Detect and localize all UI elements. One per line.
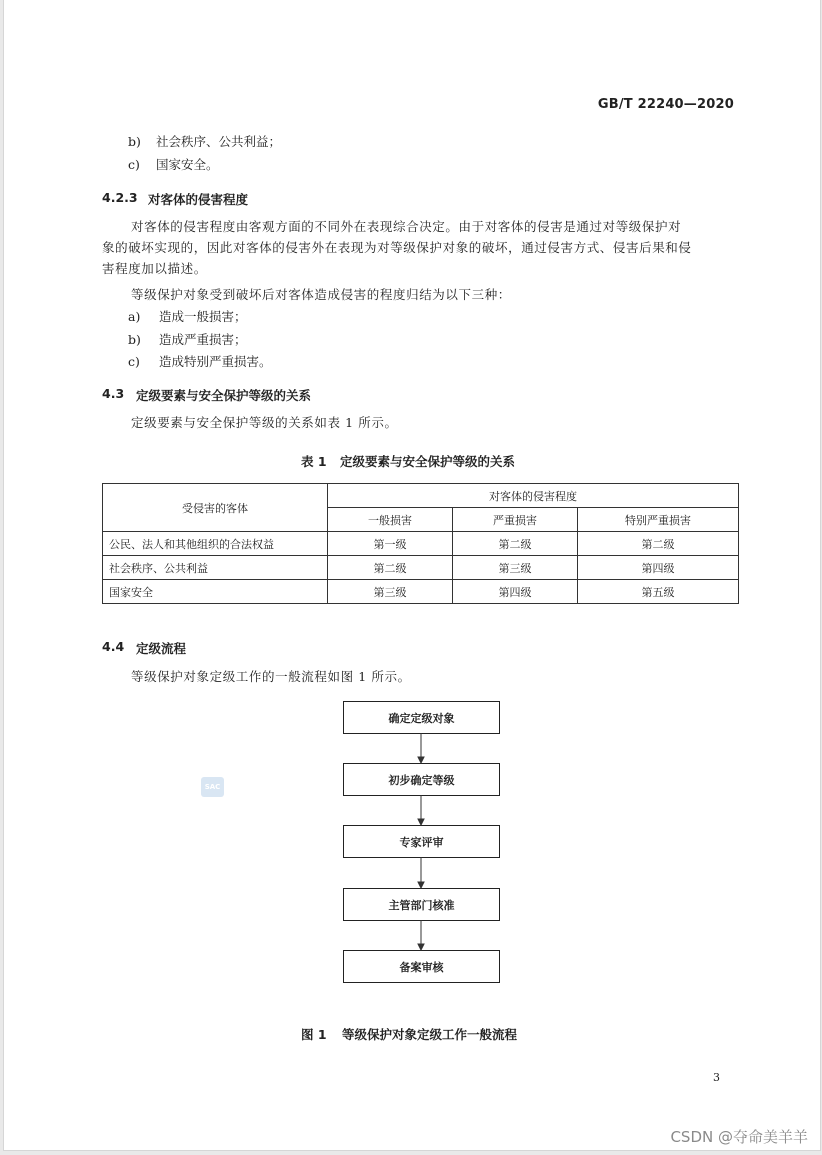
list-text-b: 社会秩序、公共利益；	[156, 134, 282, 149]
grade-cell: 第四级	[578, 556, 739, 580]
list-text-c: 国家安全。	[156, 157, 219, 172]
list-text: 造成一般损害；	[159, 309, 247, 324]
list-text: 造成特别严重损害。	[159, 354, 272, 369]
row-object: 社会秩序、公共利益	[103, 556, 328, 580]
header-degree: 对客体的侵害程度	[328, 484, 739, 508]
list-mark-a: a)	[128, 309, 141, 324]
table-row	[103, 556, 739, 580]
table-caption-title: 定级要素与安全保护等级的关系	[340, 454, 516, 469]
paragraph: 定级要素与安全保护等级的关系如表 1 所示。	[131, 415, 398, 430]
section-4-3-title: 定级要素与安全保护等级的关系	[136, 388, 312, 403]
header-serious: 严重损害	[453, 508, 578, 532]
header-especially-serious: 特别严重损害	[578, 508, 739, 532]
table-caption-number: 表 1	[301, 454, 327, 469]
grade-cell: 第二级	[328, 556, 453, 580]
flow-arrow-head	[418, 944, 424, 950]
section-4-4-title: 定级流程	[136, 641, 187, 656]
flow-arrow-head	[418, 819, 424, 825]
grade-cell: 第四级	[453, 580, 578, 604]
grade-cell: 第五级	[578, 580, 739, 604]
flow-arrow-head	[418, 882, 424, 888]
flow-arrows	[413, 733, 429, 953]
paragraph-line: 害程度加以描述。	[102, 261, 207, 276]
list-mark-b: b)	[128, 332, 141, 347]
section-4-3-number: 4.3	[102, 386, 125, 401]
document-page	[3, 0, 821, 1151]
list-mark-c: c)	[128, 157, 140, 172]
figure-caption-title: 等级保护对象定级工作一般流程	[342, 1027, 518, 1042]
flow-step-authority-approval: 主管部门核准	[343, 888, 500, 921]
flow-step-determine-object: 确定定级对象	[343, 701, 500, 734]
paragraph: 等级保护对象定级工作的一般流程如图 1 所示。	[131, 669, 411, 684]
section-4-4-number: 4.4	[102, 639, 125, 654]
paragraph: 等级保护对象受到破坏后对客体造成侵害的程度归结为以下三种：	[131, 287, 511, 302]
row-object: 国家安全	[103, 580, 328, 604]
csdn-watermark: CSDN @夺命美羊羊	[670, 1128, 808, 1146]
header-object: 受侵害的客体	[103, 484, 328, 532]
row-object: 公民、法人和其他组织的合法权益	[103, 532, 328, 556]
grade-cell: 第二级	[453, 532, 578, 556]
flow-step-expert-review: 专家评审	[343, 825, 500, 858]
paragraph-line: 对客体的侵害程度由客观方面的不同外在表现综合决定。由于对客体的侵害是通过对等级保护对	[131, 219, 682, 234]
grade-cell: 第三级	[453, 556, 578, 580]
figure-caption-number: 图 1	[301, 1027, 327, 1042]
flow-arrow-head	[418, 757, 424, 763]
flow-step-filing-review: 备案审核	[343, 950, 500, 983]
list-mark-b: b)	[128, 134, 141, 149]
table-row	[103, 532, 739, 556]
list-text: 造成严重损害；	[159, 332, 247, 347]
header-general: 一般损害	[328, 508, 453, 532]
list-mark-c: c)	[128, 354, 140, 369]
flow-step-initial-grade: 初步确定等级	[343, 763, 500, 796]
paragraph-line: 象的破坏实现的，因此对客体的侵害外在表现为对等级保护对象的破坏，通过侵害方式、侵害后果和侵	[102, 240, 692, 255]
section-4-2-3-title: 对客体的侵害程度	[148, 192, 249, 207]
standard-number: GB/T 22240—2020	[597, 97, 734, 112]
grade-cell: 第二级	[578, 532, 739, 556]
section-4-2-3-number: 4.2.3	[102, 190, 138, 205]
sac-watermark-logo: SAC	[201, 777, 224, 797]
page-number: 3	[713, 1071, 720, 1084]
grade-cell: 第一级	[328, 532, 453, 556]
table-row	[103, 580, 739, 604]
grade-cell: 第三级	[328, 580, 453, 604]
grade-table	[102, 483, 739, 604]
